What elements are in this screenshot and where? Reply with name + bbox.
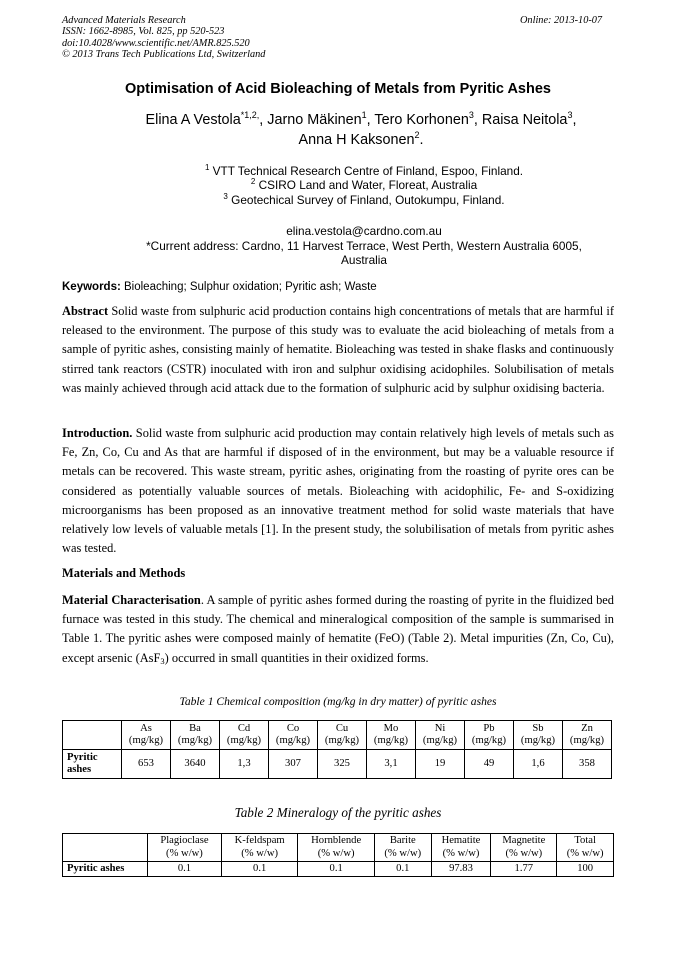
email-address[interactable]: elina.vestola@cardno.com.au (286, 224, 442, 238)
table-cell: 3,1 (367, 750, 416, 779)
online-date: Online: 2013-10-07 (520, 15, 603, 26)
table-header-cell (318, 721, 367, 750)
abstract-label: Abstract (62, 304, 109, 318)
table-header-cell (220, 721, 269, 750)
table-cell: 1,3 (220, 750, 269, 779)
author-sup: 3 (567, 110, 573, 120)
column-name: Plagioclase (160, 835, 209, 846)
contact-block (120, 224, 608, 268)
keywords (62, 280, 622, 294)
material-characterisation-text-end: ) occurred in small quantities in their oxidized forms. (164, 650, 429, 665)
author-sep: , (572, 112, 577, 128)
column-unit: (mg/kg) (128, 735, 164, 746)
author-name: Tero Korhonen (374, 112, 469, 128)
keywords-text: Bioleaching; Sulphur oxidation; Pyritic ash; Waste (124, 281, 377, 293)
column-unit: (mg/kg) (324, 735, 360, 746)
affiliation-line (150, 178, 578, 192)
current-address-line: *Current address: Cardno, 11 Harvest Terrace, West Perth, Western Australia 6005, (146, 238, 582, 253)
column-name: K-feldspam (234, 835, 285, 846)
introduction-text: Solid waste from sulphuric acid production may contain relatively high levels of metals such as Fe, Zn, Co, Cu and As that are harmful if disposed of in the environment, but may be a valuable resource if metals can be recovered. This waste stream, pyritic ashes, originating from the roasting of pyrite ores can be considered as potentially valuable sources of metals. Bioleaching with acidophilic, Fe- and S-oxidizing microorganisms has been proposed as an innovative treatment method for solid waste materials that have relatively low levels of valuable metals [1]. In the present study, the solubilisation of metals from pyritic ashes was tested. (62, 426, 614, 556)
material-characterisation (62, 591, 614, 668)
column-unit: (mg/kg) (373, 735, 409, 746)
affiliation-number: 3 (223, 191, 228, 201)
affiliation-line (150, 193, 578, 207)
table-corner-cell (63, 834, 148, 862)
table-cell: 307 (269, 750, 318, 779)
table2-caption: Table 2 Mineralogy of the pyritic ashes (234, 805, 442, 820)
table-header-row (63, 721, 612, 750)
affiliation-text: VTT Technical Research Centre of Finland, Espoo, Finland. (212, 164, 524, 178)
table-cell: 3640 (171, 750, 220, 779)
table-cell: 97.83 (431, 862, 491, 877)
author-sup: 3 (468, 110, 474, 120)
author-name: Elina A Vestola (145, 112, 241, 128)
table-header-cell (269, 721, 318, 750)
author-sup: 2 (414, 130, 420, 140)
row-label-line: ashes (67, 764, 92, 775)
introduction (62, 424, 614, 558)
keywords-label: Keywords: (62, 281, 121, 293)
table-cell: 1,6 (514, 750, 563, 779)
table-header-cell (557, 834, 614, 862)
column-name: Ba (189, 722, 201, 734)
column-unit: (mg/kg) (569, 735, 605, 746)
column-name: Barite (389, 835, 416, 846)
current-address-line: Australia (341, 253, 387, 267)
author-sep: , (366, 112, 375, 128)
table-header-cell (431, 834, 491, 862)
column-name: Zn (581, 722, 593, 734)
table-header-cell (563, 721, 612, 750)
column-name: Ni (434, 722, 446, 734)
material-characterisation-label: Material Characterisation (62, 593, 201, 607)
column-name: As (140, 722, 152, 734)
author-sep: . (419, 132, 424, 148)
column-unit: (% w/w) (442, 847, 480, 859)
row-label: Pyritic ashes (63, 862, 148, 877)
column-unit: (% w/w) (241, 847, 279, 859)
table1-chemical-composition (62, 720, 612, 779)
column-name: Total (574, 835, 596, 846)
issn-line: ISSN: 1662-8985, Vol. 825, pp 520-523 (62, 26, 225, 38)
table-header-cell (221, 834, 298, 862)
column-unit: (mg/kg) (520, 735, 556, 746)
table-row (63, 862, 614, 877)
affiliations (150, 164, 578, 207)
affiliation-line (150, 164, 578, 178)
column-name: Cu (335, 722, 349, 734)
author-sup: 1 (361, 110, 367, 120)
column-name: Co (286, 722, 300, 734)
column-unit: (mg/kg) (471, 735, 507, 746)
table-row (63, 750, 612, 779)
column-name: Hornblende (311, 835, 362, 846)
table-header-cell (465, 721, 514, 750)
table-cell: 0.1 (148, 862, 222, 877)
affiliation-text: Geotechical Survey of Finland, Outokumpu, Finland. (231, 192, 505, 207)
copyright-line: © 2013 Trans Tech Publications Ltd, Switzerland (62, 48, 266, 60)
table-header-cell (416, 721, 465, 750)
column-name: Hematite (441, 835, 481, 846)
table-cell: 0.1 (221, 862, 298, 877)
table-header-cell (491, 834, 557, 862)
table-header-cell (298, 834, 375, 862)
row-label (63, 750, 122, 779)
affiliation-number: 2 (250, 177, 256, 187)
paper-title: Optimisation of Acid Bioleaching of Metals from Pyritic Ashes (125, 81, 551, 97)
affiliation-text: CSIRO Land and Water, Floreat, Australia (258, 178, 478, 193)
column-unit: (% w/w) (566, 847, 604, 859)
table-header-cell (171, 721, 220, 750)
row-label-line: Pyritic (67, 751, 98, 763)
table-cell: 358 (563, 750, 612, 779)
table-header-row (63, 834, 614, 862)
column-name: Sb (532, 722, 544, 734)
column-name: Magnetite (502, 835, 546, 846)
table2-mineralogy (62, 833, 614, 877)
column-name: Cd (237, 722, 251, 734)
table1-caption: Table 1 Chemical composition (mg/kg in dry matter) of pyritic ashes (179, 695, 497, 708)
table-header-cell (148, 834, 222, 862)
introduction-label: Introduction. (62, 426, 133, 440)
author-name: Anna H Kaksonen (298, 132, 415, 148)
table-header-cell (374, 834, 431, 862)
author-sep: , (473, 112, 482, 128)
affiliation-number: 1 (204, 163, 210, 172)
author-list (100, 110, 622, 150)
column-unit: (mg/kg) (275, 735, 311, 746)
table-cell: 100 (557, 862, 614, 877)
material-characterisation-text: . A sample of pyritic ashes formed during the roasting of pyrite in the fluidized bed furnace was tested in this study. The chemical and mineralogical composition of the sample is summarised in Table 1. The pyritic ashes were composed mainly of hematite (FeO) (Table 2). Metal impurities (Zn, Co, Cu), except arsenic (AsF (62, 593, 614, 665)
table-header-cell (367, 721, 416, 750)
column-unit: (% w/w) (505, 847, 543, 859)
column-unit: (% w/w) (384, 847, 422, 859)
journal-name: Advanced Materials Research (62, 15, 186, 26)
author-sep: , (259, 112, 268, 128)
abstract (62, 302, 614, 398)
table-cell: 1.77 (491, 862, 557, 877)
column-unit: (mg/kg) (226, 735, 262, 746)
abstract-text: Solid waste from sulphuric acid production contains high concentrations of metals that are harmful if released to the environment. The purpose of this study was to evaluate the acid bioleaching of metals from a sample of pyritic ashes, consisting mainly of hematite. Bioleaching was tested in shake flasks and continuously stirred tank reactors (CSTR) inoculated with iron and sulphur oxidising acidophiles. Solubilisation of metals was mainly achieved through acid attack due to the formation of sulphuric acid by sulphur oxidising bacteria. (62, 304, 614, 395)
table-cell: 49 (465, 750, 514, 779)
table-header-cell (122, 721, 171, 750)
doi-line: doi:10.4028/www.scientific.net/AMR.825.520 (62, 37, 250, 49)
table-cell: 19 (416, 750, 465, 779)
subscript: 3 (160, 655, 165, 666)
author-sup: *1,2, (240, 110, 260, 120)
column-unit: (mg/kg) (177, 735, 213, 746)
column-unit: (% w/w) (317, 847, 355, 859)
table-cell: 653 (122, 750, 171, 779)
column-name: Pb (483, 722, 495, 734)
table-cell: 0.1 (298, 862, 375, 877)
column-unit: (mg/kg) (422, 735, 458, 746)
table-header-cell (514, 721, 563, 750)
column-name: Mo (383, 722, 399, 734)
section-heading: Materials and Methods (62, 566, 186, 580)
table-cell: 325 (318, 750, 367, 779)
column-unit: (% w/w) (166, 847, 203, 859)
journal-header (62, 15, 265, 60)
author-name: Jarno Mäkinen (267, 112, 362, 128)
author-name: Raisa Neitola (481, 112, 568, 128)
table-corner-cell (63, 721, 122, 750)
table-cell: 0.1 (374, 862, 431, 877)
